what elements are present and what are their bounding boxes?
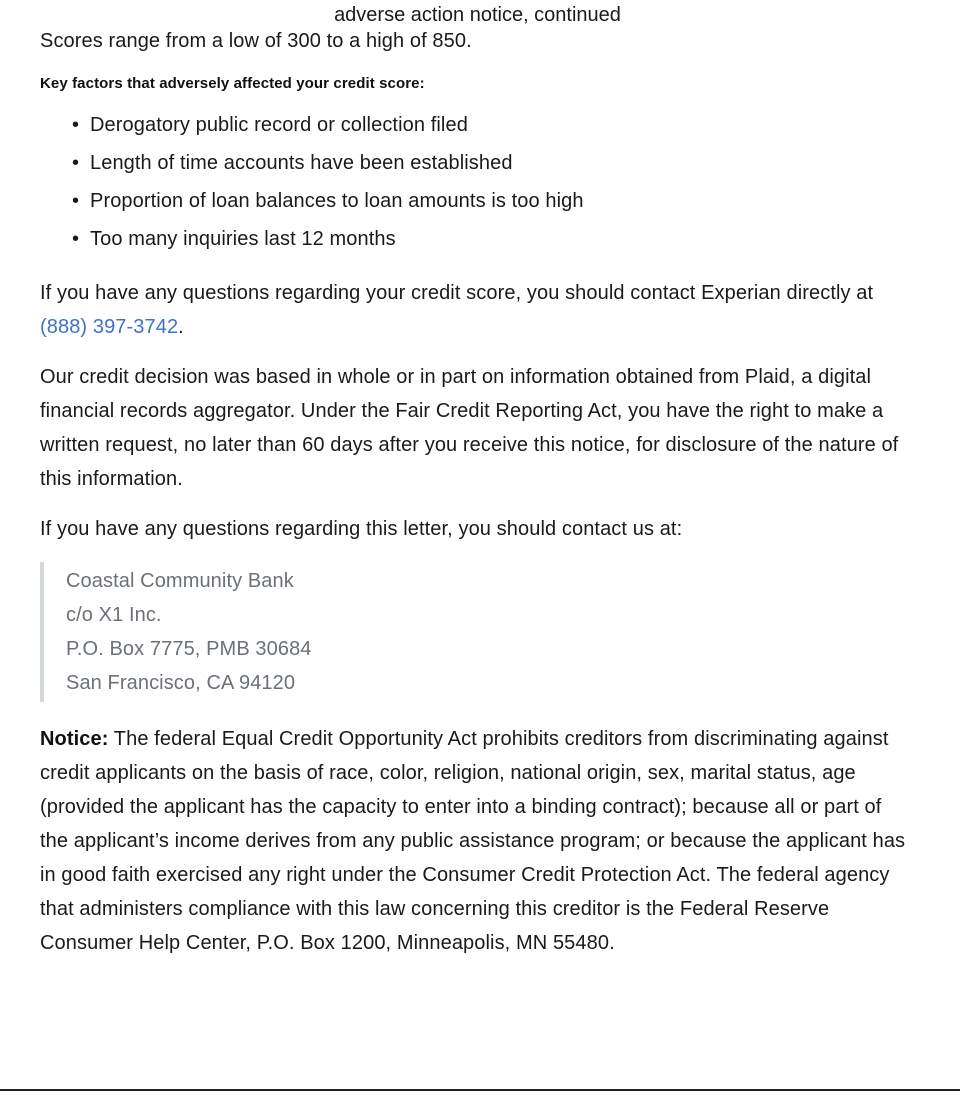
notice-label: Notice: xyxy=(40,728,109,750)
address-line: Coastal Community Bank xyxy=(66,570,294,592)
contact-us-intro-paragraph: If you have any questions regarding this letter, you should contact us at: xyxy=(40,518,683,540)
plaid-disclosure-paragraph: Our credit decision was based in whole or in part on information obtained from Plaid, a digital financial records aggregator. Under the Fair Credit Reporting Act, you have the right to make a written request, no later than 60 days after you receive this notice, for disclosure of the nature of this information. xyxy=(40,366,899,490)
experian-contact-text-before: If you have any questions regarding your credit score, you should contact Experian directly at xyxy=(40,282,874,304)
score-range-paragraph: Scores range from a low of 300 to a high of 850. xyxy=(40,30,472,52)
experian-contact-paragraph xyxy=(40,276,915,344)
ecoa-notice-paragraph xyxy=(40,722,915,960)
list-item: • Proportion of loan balances to loan amounts is too high xyxy=(72,182,915,220)
key-factors-list xyxy=(40,106,915,258)
address-line: San Francisco, CA 94120 xyxy=(66,672,296,694)
notice-body-text: The federal Equal Credit Opportunity Act prohibits creditors from discriminating against credit applicants on the basis of race, color, religion, national origin, sex, marital status, age (provided the applicant has the capacity to enter into a binding contract); because all or part of the applicant’s income derives from any public assistance program; or because the applicant has in good faith exercised any right under the Consumer Credit Protection Act. The federal agency that administers compliance with this law concerning this creditor is the Federal Reserve Consumer Help Center, P.O. Box 1200, Minneapolis, MN 55480. xyxy=(40,728,906,954)
address-line: P.O. Box 7775, PMB 30684 xyxy=(66,638,312,660)
key-factors-heading: Key factors that adversely affected your credit score: xyxy=(40,75,425,92)
experian-contact-text-after: . xyxy=(178,316,184,338)
clipped-previous-line: adverse action notice, continued xyxy=(334,4,621,26)
creditor-address-block xyxy=(40,562,915,702)
experian-phone-link[interactable]: (888) 397-3742 xyxy=(40,316,179,338)
list-item: • Derogatory public record or collection filed xyxy=(72,106,915,144)
list-item: • Too many inquiries last 12 months xyxy=(72,220,915,258)
footer-divider xyxy=(0,1089,960,1091)
address-line: c/o X1 Inc. xyxy=(66,604,162,626)
list-item: • Length of time accounts have been established xyxy=(72,144,915,182)
adverse-action-notice-page xyxy=(0,4,960,1095)
